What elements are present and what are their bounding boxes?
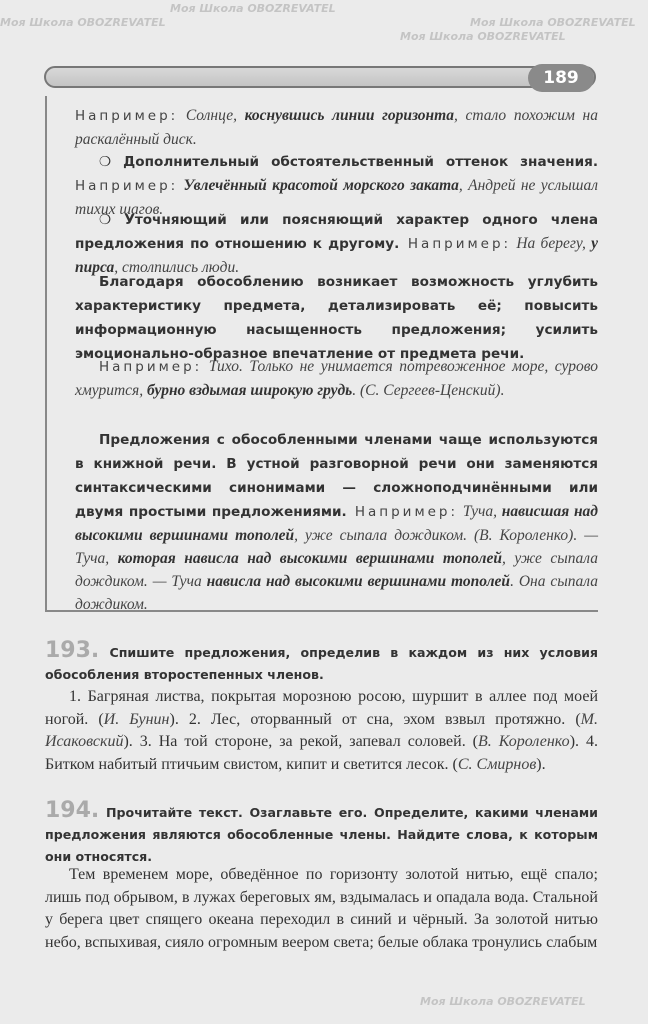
text-segment: , уже сыпала дождиком. — Туча: [75, 550, 598, 590]
exercise-193-text: [45, 686, 598, 776]
text-segment: которая нависла над высокими вершинами тополей: [117, 550, 502, 567]
text-segment: , столпились люди.: [114, 259, 240, 276]
text-segment: Например:: [99, 359, 203, 375]
text-segment: ). 4. Битком набитый птичьим свистом, кипит и светится лесок. (: [45, 733, 599, 773]
text-segment: нависшая над высокими вершинами тополей: [75, 503, 598, 544]
text-segment: Тихо. Только не унимается потревоженное море, сурово хмурится,: [75, 358, 598, 399]
text-segment: коснувшись линии горизонта: [244, 107, 454, 124]
page-number: 189: [528, 64, 594, 92]
watermark: Моя Школа OBOZREVATEL: [400, 30, 566, 43]
rule-paragraph: [75, 270, 598, 366]
text-segment: бурно вздымая широкую грудь: [146, 382, 353, 399]
text-segment: Увлечённый красотой морского заката: [178, 177, 459, 194]
rule-paragraph: [75, 355, 598, 402]
text-segment: Например:: [399, 236, 512, 252]
text-segment: Тем временем море, обведённое по горизонту золотой нитью, ещё спало; лишь под обрывом, в лужах береговых ям, вздымалась и опадала вода. Стальной у берега цвет спящего океана переходил в синий и чёрный. За золотой нитью небо, вспыхивая, сияло огромным веером света; белые облака тронулись слабым: [45, 866, 598, 951]
text-segment: Например:: [75, 178, 179, 194]
text-segment: В. Короленко: [478, 733, 570, 750]
text-segment: нависла над высокими вершинами тополей: [206, 573, 511, 590]
text-segment: С. Смирнов: [457, 755, 537, 773]
text-segment: Туча,: [458, 503, 502, 520]
watermark: Моя Школа OBOZREVATEL: [170, 2, 336, 15]
watermark: Моя Школа OBOZREVATEL: [470, 16, 636, 29]
text-segment: ). 3. На той стороне, за рекой, запевал соловей. (: [123, 733, 479, 750]
exercise-task: Прочитайте текст. Озаглавьте его. Определите, какими членами предложения являются обособленные члены. Найдите слова, к которым они относятся.: [45, 805, 598, 864]
text-segment: Благодаря обособлению возникает возможность углубить характеристику предмета, детализировать её; повысить информационную насыщенность предложения; усилить эмоционально-образное впечатление от предмета речи.: [75, 274, 598, 362]
rule-paragraph: [75, 428, 598, 616]
text-segment: Например:: [75, 108, 179, 124]
text-segment: Например:: [346, 504, 459, 520]
text-segment: у пирса: [75, 235, 598, 276]
watermark: Моя Школа OBOZREVATEL: [0, 16, 166, 29]
text-segment: ❍ Дополнительный обстоятельственный оттенок значения.: [99, 154, 598, 170]
text-segment: ). 2. Лес, оторванный от сна, эхом взвыл протяжно. (: [169, 710, 581, 728]
watermark: Моя Школа OBOZREVATEL: [420, 995, 586, 1008]
text-segment: , уже сыпала дождиком. (В. Короленко). — Туча,: [75, 527, 598, 567]
exercise-194-task: [45, 800, 598, 868]
exercise-194-text: [45, 864, 598, 954]
rule-paragraph: [75, 104, 598, 151]
text-segment: ).: [536, 755, 546, 773]
exercise-number: 193.: [45, 638, 100, 663]
text-segment: Солнце,: [178, 107, 245, 124]
text-segment: И. Бунин: [103, 710, 170, 728]
page-header-bar: [44, 66, 596, 88]
text-segment: М. Исаковский: [45, 710, 598, 750]
text-segment: ❍ Уточняющий или поясняющий характер одного члена предложения по отношению к другому.: [75, 212, 598, 252]
exercise-number: 194.: [45, 798, 100, 823]
text-segment: , Андрей не услышал тихих шагов.: [75, 177, 598, 218]
rule-paragraph: [75, 208, 598, 279]
text-segment: . (С. Сергеев-Ценский).: [352, 382, 505, 399]
exercise-193-task: [45, 640, 598, 686]
exercise-task: Спишите предложения, определив в каждом из них условия обособления второстепенных членов.: [45, 645, 598, 682]
text-segment: . Она сыпала дождиком.: [75, 573, 598, 613]
text-segment: , стало похожим на раскалённый диск.: [75, 107, 598, 148]
text-segment: 1. Багряная листва, покрытая морозною росою, шуршит в аллее под моей ногой. (: [45, 688, 598, 728]
text-segment: На берегу,: [511, 235, 592, 252]
text-segment: Предложения с обособленными членами чаще используются в книжной речи. В устной разговорной речи они заменяются синтаксическими синонимами — сложноподчинёнными или двумя простыми предложениями.: [75, 432, 598, 520]
